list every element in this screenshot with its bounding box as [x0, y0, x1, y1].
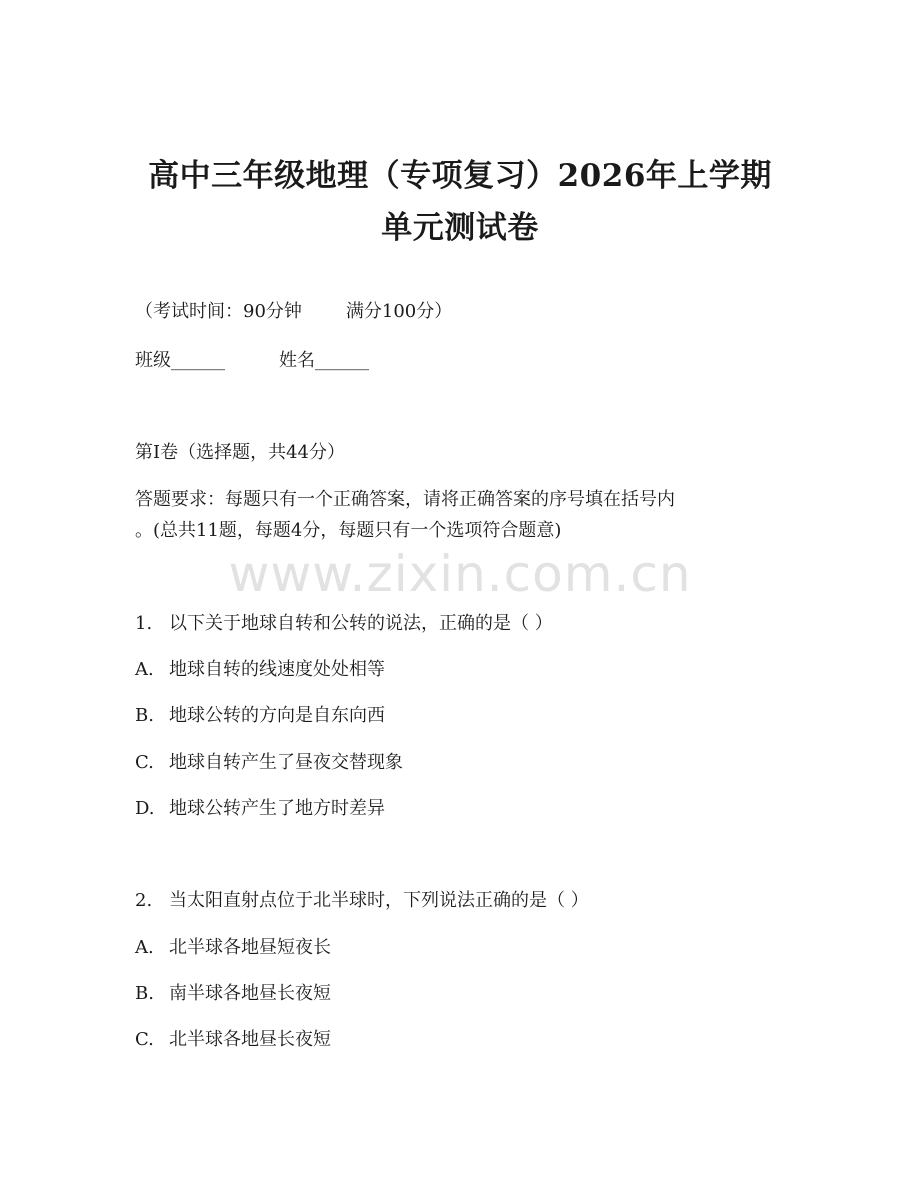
option-letter: A.: [135, 937, 154, 958]
question-2-stem: [135, 887, 589, 915]
option-text: 北半球各地昼长夜短: [169, 1029, 331, 1050]
option-text: 南半球各地昼长夜短: [169, 983, 331, 1004]
exam-time: （考试时间：90分钟: [135, 301, 302, 322]
instructions-line-2: 。(总共11题，每题4分，每题只有一个选项符合题意): [135, 520, 562, 541]
question-2-option-b: [135, 980, 331, 1008]
question-2-option-c: [135, 1026, 331, 1054]
title-line-2: 单元测试卷: [381, 210, 539, 246]
class-field: 班级______: [135, 350, 225, 371]
student-fields: [135, 347, 369, 375]
option-text: 地球公转产生了地方时差异: [169, 798, 385, 819]
question-1-option-d: [135, 795, 385, 823]
question-number: 2.: [135, 890, 153, 911]
question-1-stem: [135, 610, 553, 638]
exam-info: [135, 298, 452, 326]
question-number: 1.: [135, 613, 153, 634]
question-text: 以下关于地球自转和公转的说法，正确的是（ ）: [169, 613, 553, 634]
name-field: 姓名______: [279, 350, 369, 371]
question-1-option-a: [135, 656, 385, 684]
question-text: 当太阳直射点位于北半球时，下列说法正确的是（ ）: [169, 890, 589, 911]
page-title: [0, 150, 920, 254]
option-text: 地球自转的线速度处处相等: [169, 659, 385, 680]
option-letter: C.: [135, 1029, 154, 1050]
option-text: 北半球各地昼短夜长: [169, 937, 331, 958]
option-letter: B.: [135, 705, 154, 726]
option-letter: D.: [135, 798, 155, 819]
option-letter: A.: [135, 659, 154, 680]
option-letter: B.: [135, 983, 154, 1004]
section-title: 第Ⅰ卷（选择题，共44分）: [135, 442, 346, 463]
instructions-line-1: 答题要求：每题只有一个正确答案，请将正确答案的序号填在括号内: [135, 489, 675, 510]
question-1-option-c: [135, 749, 403, 777]
exam-full-score: 满分100分）: [345, 301, 453, 322]
watermark: www.zixin.com.cn: [228, 545, 692, 603]
option-text: 地球公转的方向是自东向西: [169, 705, 385, 726]
title-line-1: 高中三年级地理（专项复习）2026年上学期: [148, 158, 772, 194]
question-1-option-b: [135, 702, 385, 730]
option-letter: C.: [135, 752, 154, 773]
question-2-option-a: [135, 934, 331, 962]
option-text: 地球自转产生了昼夜交替现象: [169, 752, 403, 773]
